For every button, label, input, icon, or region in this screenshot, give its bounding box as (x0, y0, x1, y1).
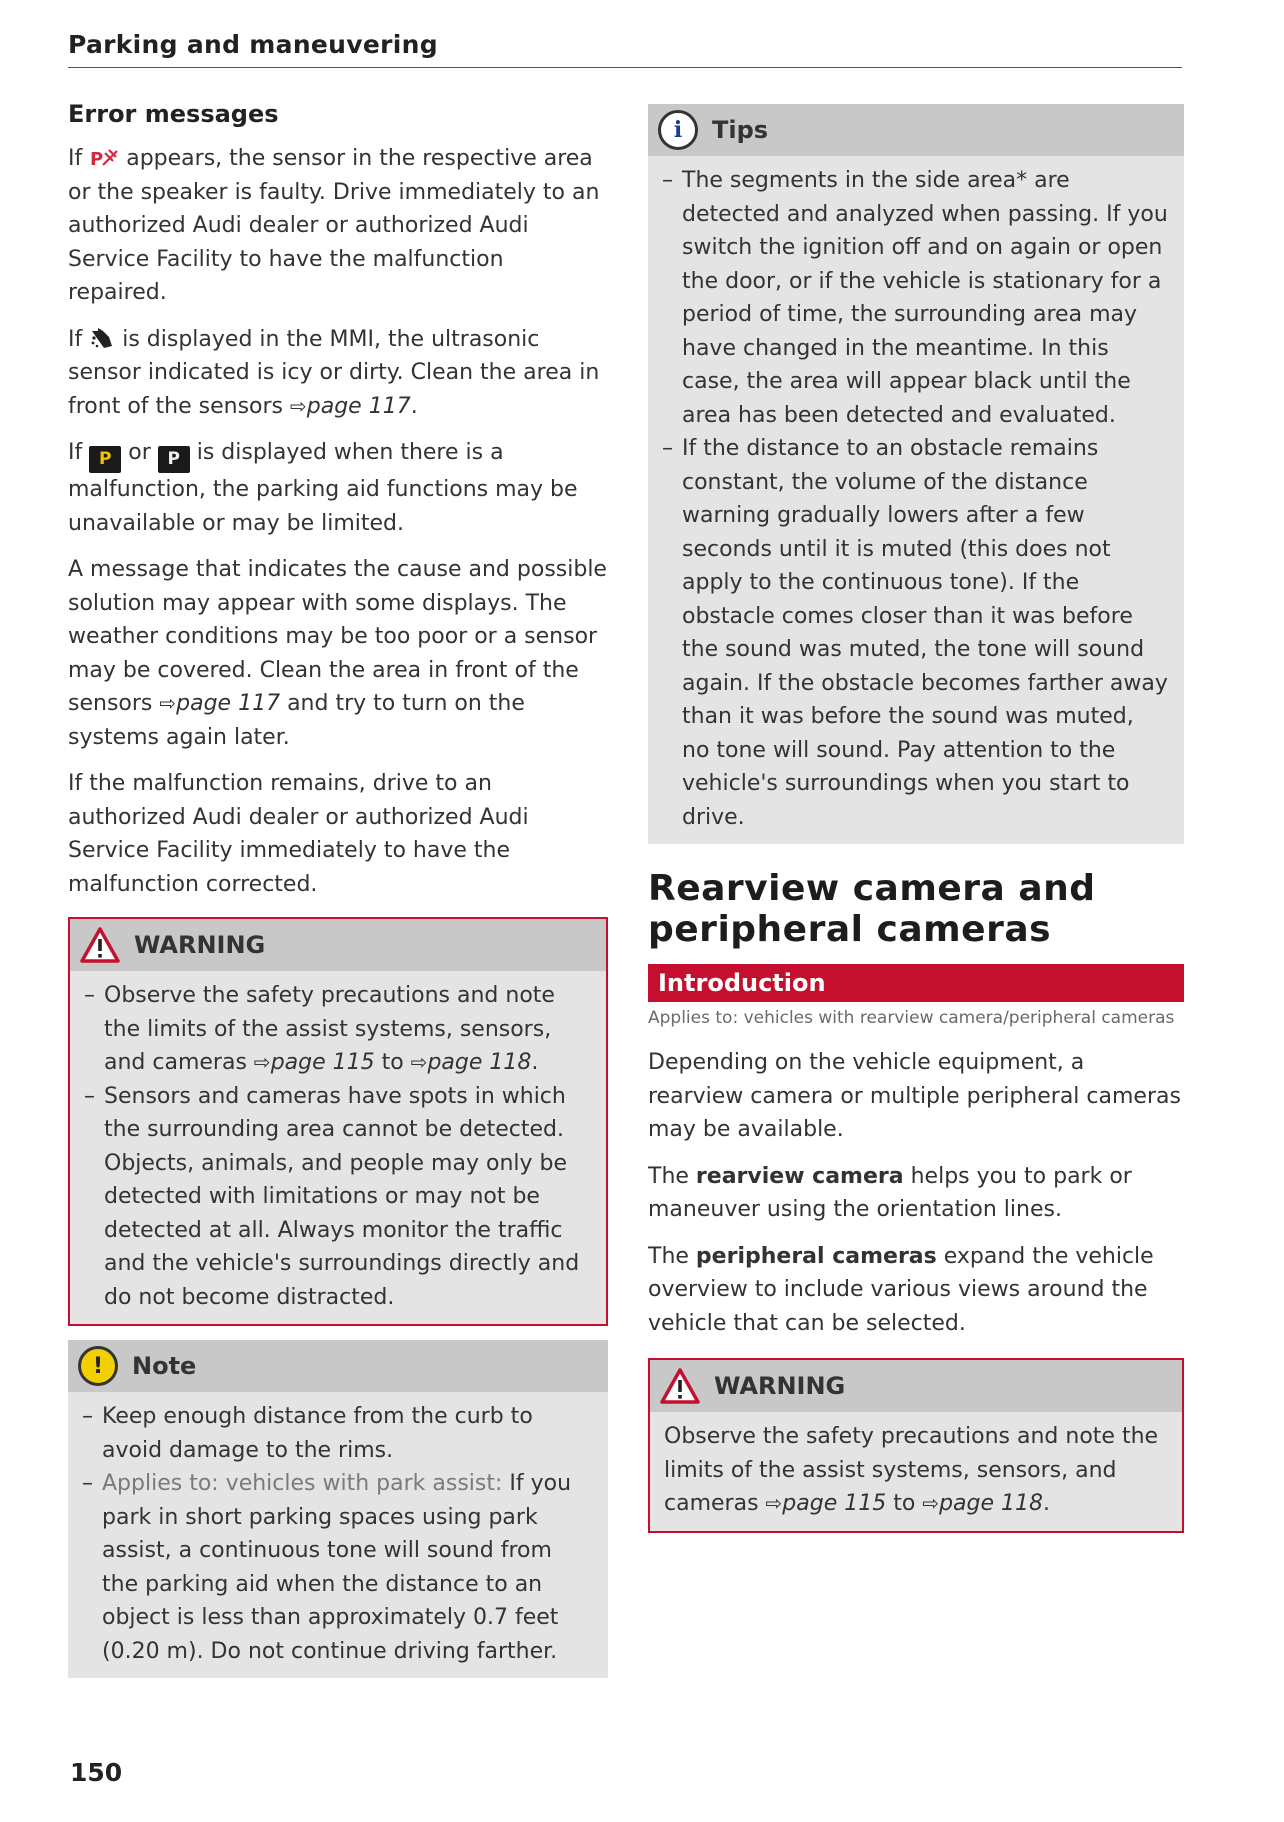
note-box-title (68, 1340, 608, 1392)
text: or (121, 440, 158, 465)
text: If (68, 326, 83, 352)
arrow-icon: ⇨ (765, 1491, 783, 1515)
page-header-title: Parking and maneuvering (68, 30, 438, 59)
text: to (886, 1491, 923, 1516)
text: The (648, 1243, 696, 1269)
note-label: Note (132, 1352, 197, 1380)
text: . (531, 1050, 539, 1075)
list-item (662, 432, 1168, 834)
section-title (648, 868, 1184, 950)
page-ref-link[interactable]: page 117 (306, 393, 411, 419)
text: If (68, 146, 83, 171)
note-box (68, 1340, 608, 1678)
bold-term: rearview camera (695, 1163, 904, 1189)
dash: – (84, 1083, 95, 1109)
parking-aid-white-icon: P (158, 446, 190, 473)
text: . (410, 393, 418, 419)
dirty-sensor-icon (89, 326, 115, 350)
left-column (68, 100, 608, 1692)
text: If you park in short parking spaces using park assist, a continuous tone will sound from the parking aid when the distance to an object is less than approximately 0.7 feet (0.20 m). Do not continue driving farther. (102, 1471, 572, 1664)
paragraph-equipment: Depending on the vehicle equipment, a rearview camera or multiple peripheral cameras may be available. (648, 1050, 1181, 1142)
arrow-icon: ⇨ (159, 691, 177, 715)
paragraph-rearview (648, 1160, 1184, 1227)
list-item (84, 979, 590, 1080)
text: appears, the sensor in the respective area or the speaker is faulty. Drive immediately to an authorized Audi dealer or authorized Audi Service Facility to have the malfunction repaired. (68, 146, 600, 305)
page-ref-link[interactable]: page 115 (782, 1491, 887, 1516)
arrow-icon: ⇨ (922, 1491, 940, 1515)
dash: – (82, 1404, 93, 1429)
text: If (68, 440, 90, 465)
tips-box (648, 104, 1184, 844)
list-item (82, 1467, 592, 1668)
paragraph-message-cause (68, 553, 608, 754)
warning-triangle-icon (660, 1368, 700, 1404)
text: Observe the safety precautions and note the limits of the assist systems, sensors, and cameras (104, 983, 555, 1075)
tips-box-title (648, 104, 1184, 156)
right-column (648, 104, 1184, 1547)
text: . (1043, 1491, 1051, 1516)
text: Observe the safety precautions and note the limits of the assist systems, sensors, and cameras (664, 1424, 1159, 1516)
text: Keep enough distance from the curb to avoid damage to the rims. (102, 1404, 533, 1463)
list-item (84, 1080, 590, 1315)
warning-label: WARNING (134, 931, 266, 959)
paragraph-sensor-dirty (68, 323, 608, 424)
page-ref-link[interactable]: page 118 (939, 1491, 1044, 1516)
note-box-body (68, 1392, 608, 1678)
section-title-line-2: peripheral cameras (648, 909, 1052, 950)
arrow-icon: ⇨ (410, 1050, 428, 1074)
arrow-icon: ⇨ (290, 393, 307, 418)
page-number: 150 (70, 1758, 123, 1787)
camera-warning-box (648, 1358, 1184, 1533)
page-ref-link[interactable]: page 118 (427, 1050, 532, 1075)
warning-box-body (70, 971, 606, 1324)
paragraph-malfunction-icons (68, 436, 608, 540)
text: If the distance to an obstacle remains constant, the volume of the distance warning gradually lowers after a few seconds until it is muted (this does not apply to the continuous tone). If the obstacle comes closer than it was before the sound was muted, the tone will sound again. If the obstacle becomes farther away than it was before the sound was muted, no tone will sound. Pay attention to the vehicle's surroundings when you start to drive. (682, 436, 1168, 830)
paragraph-sensor-faulty (68, 142, 608, 310)
page-ref-link[interactable]: page 117 (176, 691, 281, 716)
text: to (374, 1050, 411, 1075)
paragraph-peripheral (648, 1240, 1184, 1341)
list-item (662, 164, 1168, 432)
info-icon: i (658, 110, 698, 150)
applies-to-label: Applies to: vehicles with park assist: (102, 1471, 503, 1496)
text: and try to turn on the systems again later. (68, 691, 525, 750)
list-item (82, 1400, 592, 1467)
tips-box-body (648, 156, 1184, 844)
text: The segments in the side area* are detected and analyzed when passing. If you switch the ignition off and on again or open the door, or if the vehicle is stationary for a period of time, the surrounding area may have changed in the meantime. In this case, the area will appear black until the area has been detected and evaluated. (682, 168, 1168, 428)
text: is displayed when there is a malfunction, the parking aid functions may be unavailable or may be limited. (68, 440, 578, 536)
exclamation-icon: ! (78, 1346, 118, 1386)
parking-aid-yellow-icon: P (89, 446, 121, 473)
text: Sensors and cameras have spots in which the surrounding area cannot be detected. Objects, animals, and people may only be detected with limitations or may not be detected at all. Always monitor the traffic and the vehicle's surroundings directly and do not become distracted. (104, 1083, 580, 1310)
warning-box-title (650, 1360, 1182, 1412)
error-messages-heading: Error messages (68, 100, 279, 128)
warning-box-title (70, 919, 606, 971)
text: The (648, 1163, 696, 1189)
introduction-bar: Introduction (648, 964, 1184, 1002)
text: expand the vehicle overview to include various views around the vehicle that can be selected. (648, 1243, 1154, 1336)
applies-to-line: Applies to: vehicles with rearview camera/peripheral cameras (648, 1008, 1175, 1028)
dash: – (82, 1471, 93, 1496)
warning-triangle-icon (80, 927, 120, 963)
text: is displayed in the MMI, the ultrasonic sensor indicated is icy or dirty. Clean the area in front of the sensors (68, 326, 600, 419)
dash: – (662, 168, 673, 193)
dash: – (84, 983, 95, 1008)
page-header (68, 30, 1182, 68)
text: helps you to park or maneuver using the orientation lines. (648, 1163, 1132, 1222)
bold-term: peripheral cameras (695, 1243, 937, 1269)
section-title-line-1: Rearview camera and (648, 868, 1096, 909)
arrow-icon: ⇨ (253, 1050, 271, 1074)
tips-label: Tips (712, 116, 769, 144)
warning-box-body (650, 1412, 1182, 1531)
text: A message that indicates the cause and possible solution may appear with some displays. The weather conditions may be too poor or a sensor may be covered. Clean the area in front of the sensors (68, 557, 607, 716)
warning-label: WARNING (714, 1372, 846, 1400)
paragraph-malfunction-remains: If the malfunction remains, drive to an authorized Audi dealer or authorized Audi Service Facility immediately to have the malfunction corrected. (68, 771, 529, 897)
parking-sensor-fault-icon (89, 147, 119, 169)
dash: – (662, 436, 673, 461)
warning-text (664, 1420, 1166, 1521)
svg-text:P: P (90, 149, 104, 169)
warning-box (68, 917, 608, 1326)
page-ref-link[interactable]: page 115 (270, 1050, 375, 1075)
